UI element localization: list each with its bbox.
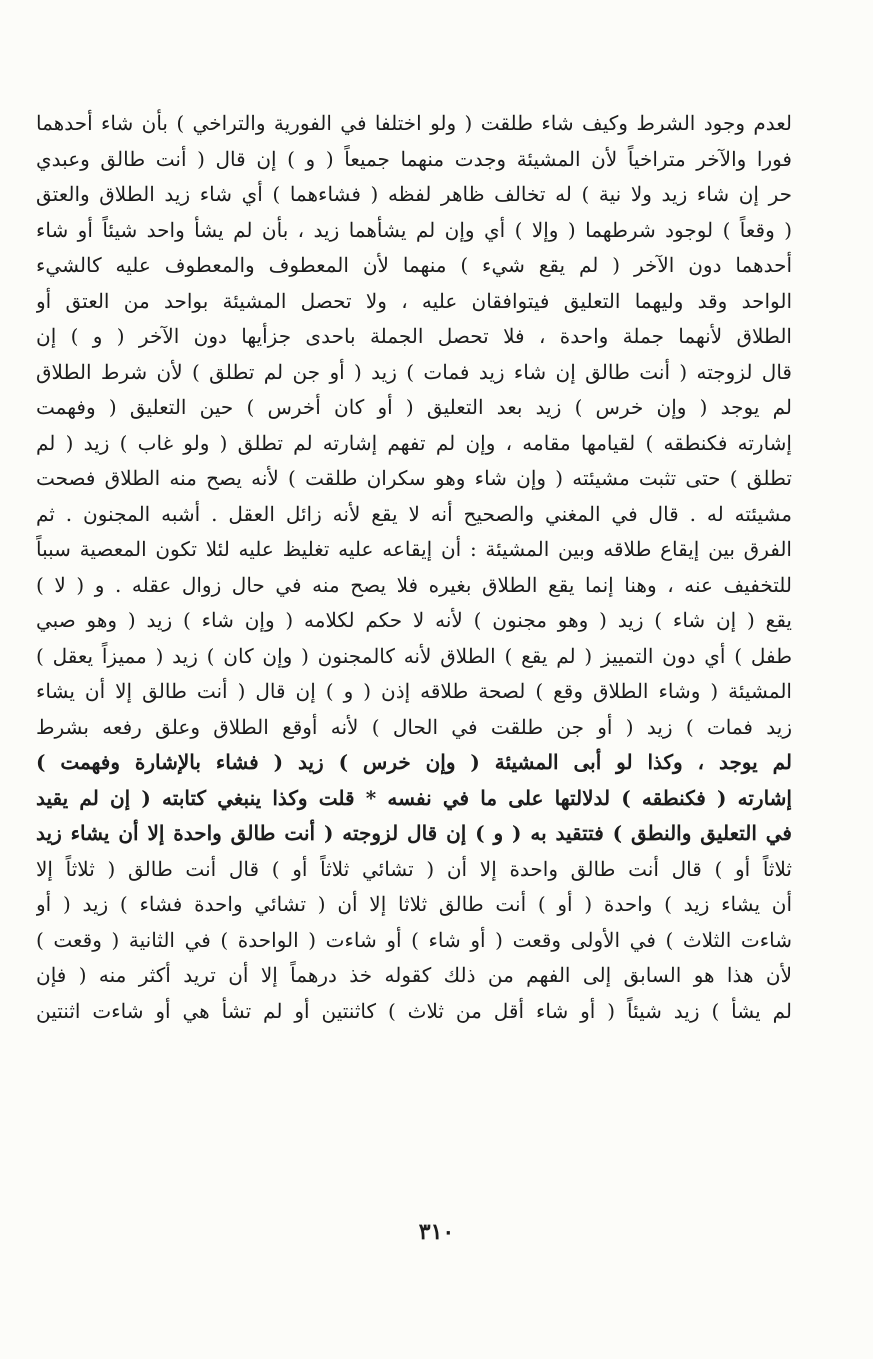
text-line: فورا والآخر متراخياً لأن المشيئة وجدت منهما جميعاً ( و ) إن قال ( أنت طالق وعبدي	[36, 146, 792, 171]
text-line: المشيئة ( وشاء الطلاق وقع ) لصحة طلاقه إذن ( و ) إن قال ( أنت طالق إلا أن يشاء	[36, 679, 792, 703]
text-line: لأن هذا هو السابق إلى الفهم من ذلك كقوله خذ درهماً إلا أن تريد أكثر منه ( فإن	[36, 963, 792, 987]
text-line: أحدهما دون الآخر ( لم يقع شيء ) منهما لأن المعطوف والمعطوف عليه كالشيء	[36, 253, 792, 277]
text-line: لم يوجد ( وإن خرس ) زيد بعد التعليق ( أو كان أخرس ) حين التعليق ( وفهمت	[36, 395, 792, 419]
text-line: الواحد وقد وليهما التعليق فيتوافقان عليه ، ولا تحصل المشيئة بواحد من العتق أو	[36, 288, 792, 313]
text-line: الطلاق لأنهما جملة واحدة ، فلا تحصل الجملة باحدى جزأيها دون الآخر ( و ) إن	[36, 324, 792, 348]
text-line: ( وقعاً ) لوجود شرطهما ( وإلا ) أي وإن لم يشأهما زيد ، بأن لم يشأ واحد شيئاً أو شاء	[36, 217, 792, 242]
body-text	[36, 106, 792, 1029]
text-line: أن يشاء زيد ) واحدة ( أو ) أنت طالق ثلاثا إلا أن ( تشائي واحدة فشاء ) زيد ( أو	[36, 892, 792, 916]
text-line: تطلق ) حتى تثبت مشيئته ( وإن شاء وهو سكران طلقت ) لأنه يصح منه الطلاق فصحت	[36, 466, 792, 490]
page-number: ٣١٠	[418, 1219, 455, 1245]
text-line: ثلاثاً أو ) قال أنت طالق واحدة إلا أن ( تشائي ثلاثاً أو ) قال أنت طالق ( ثلاثاً إلا	[36, 856, 792, 881]
text-line: شاءت الثلاث ) في الأولى وقعت ( أو شاء ) أو شاءت ( الواحدة ) في الثانية ( وقعت )	[36, 927, 792, 952]
text-line: قال لزوجته ( أنت طالق إن شاء زيد فمات ) زيد ( أو جن لم تطلق ) لأن شرط الطلاق	[36, 359, 792, 384]
text-line: مشيئته له . قال في المغني والصحيح أنه لا يقع لأنه زائل العقل . أشبه المجنون . ثم	[36, 501, 792, 526]
text-line: لم يشأ ) زيد شيئاً ( أو شاء أقل من ثلاث ) كاثنتين أو لم تشأ هي أو شاءت اثنتين	[36, 998, 792, 1023]
text-line: إشارته ( فكنطقه ) لدلالتها على ما في نفسه * قلت وكذا ينبغي كتابته ( إن لم يقيد	[36, 785, 792, 810]
text-line: إشارته فكنطقه ) لقيامها مقامه ، وإن لم تفهم إشارته لم تطلق ( ولو غاب ) زيد ( لم	[36, 430, 792, 455]
text-line: زيد فمات ) زيد ( أو جن طلقت في الحال ) لأنه أوقع الطلاق وعلق رفعه بشرط	[36, 714, 792, 739]
text-line: في التعليق والنطق ) فتتقيد به ( و ) إن قال لزوجته ( أنت طالق واحدة إلا أن يشاء زيد	[36, 821, 792, 845]
text-line: طفل ) أي دون التمييز ( لم يقع ) الطلاق لأنه كالمجنون ( وإن كان ) زيد ( مميزاً يعقل )	[36, 643, 792, 668]
text-line: لعدم وجود الشرط وكيف شاء طلقت ( ولو اختلفا في الفورية والتراخي ) بأن شاء أحدهما	[36, 111, 792, 135]
text-line: للتخفيف عنه ، وهنا إنما يقع الطلاق بغيره فلا يصح منه في حال زوال عقله . و ( لا )	[36, 572, 792, 597]
text-line: لم يوجد ، وكذا لو أبى المشيئة ( وإن خرس ) زيد ( فشاء بالإشارة وفهمت )	[36, 750, 792, 774]
text-line: الفرق بين إيقاع طلاقه وبين المشيئة : أن إيقاعه عليه تغليظ عليه لئلا تكون المعصية سبباً	[36, 537, 792, 561]
text-line: يقع ( إن شاء ) زيد ( وهو مجنون ) لأنه لا حكم لكلامه ( وإن شاء ) زيد ( وهو صبي	[36, 608, 792, 632]
text-line: حر إن شاء زيد ولا نية ) له تخالف ظاهر لفظه ( فشاءهما ) أي شاء زيد الطلاق والعتق	[36, 182, 792, 206]
